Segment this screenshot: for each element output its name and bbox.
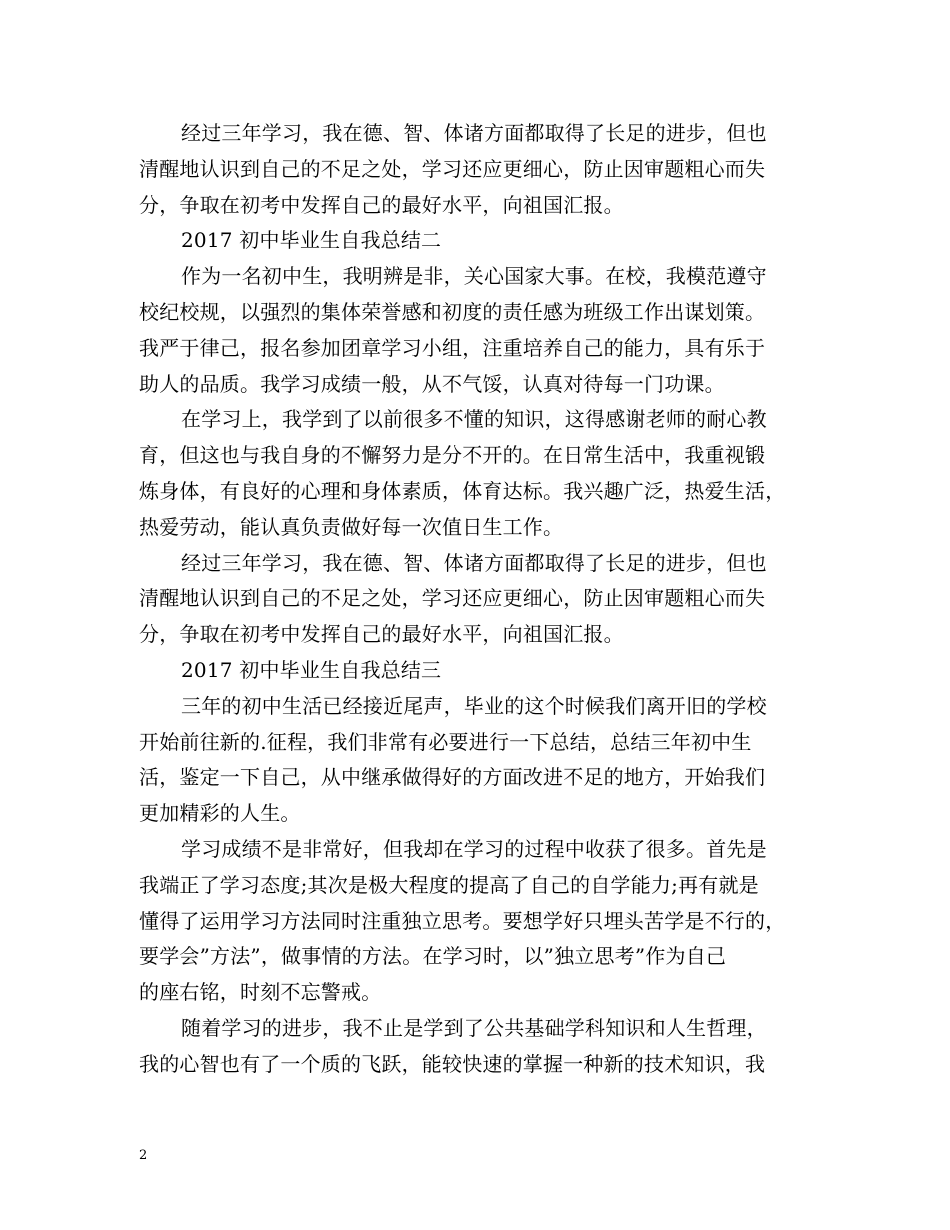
paragraph-line: 我严于律己，报名参加团章学习小组，注重培养自己的能力，具有乐于 <box>139 335 766 360</box>
paragraph-line: 在学习上，我学到了以前很多不懂的知识，这得感谢老师的耐心教 <box>181 407 767 432</box>
section-heading: 2017 初中毕业生自我总结三 <box>181 657 442 682</box>
section-heading: 2017 初中毕业生自我总结二 <box>181 228 442 253</box>
paragraph-line: 清醒地认识到自己的不足之处，学习还应更细心，防止因审题粗心而失 <box>139 586 766 611</box>
paragraph-line: 我的心智也有了一个质的飞跃，能较快速的掌握一种新的技术知识，我 <box>139 1051 766 1076</box>
paragraph-line: 经过三年学习，我在德、智、体诸方面都取得了长足的进步，但也 <box>181 550 767 575</box>
paragraph-line: 更加精彩的人生。 <box>139 801 301 826</box>
paragraph-line: 学习成绩不是非常好，但我却在学习的过程中收获了很多。首先是 <box>181 836 767 861</box>
paragraph-line: 三年的初中生活已经接近尾声，毕业的这个时候我们离开旧的学校 <box>181 693 767 718</box>
body-text <box>139 116 819 1083</box>
paragraph-line: 懂得了运用学习方法同时注重独立思考。要想学好只埋头苦学是不行的， <box>139 908 786 933</box>
paragraph-line: 我端正了学习态度;其次是极大程度的提高了自己的自学能力;再有就是 <box>139 872 759 897</box>
paragraph-line: 随着学习的进步，我不止是学到了公共基础学科知识和人生哲理， <box>181 1015 767 1040</box>
paragraph-line: 育，但这也与我自身的不懈努力是分不开的。在日常生活中，我重视锻 <box>139 443 766 468</box>
paragraph-line: 分，争取在初考中发挥自己的最好水平，向祖国汇报。 <box>139 192 624 217</box>
paragraph-line: 热爱劳动，能认真负责做好每一次值日生工作。 <box>139 514 564 539</box>
paragraph-line: 经过三年学习，我在德、智、体诸方面都取得了长足的进步，但也 <box>181 121 767 145</box>
paragraph-line: 活，鉴定一下自己，从中继承做得好的方面改进不足的地方，开始我们 <box>139 765 766 790</box>
paragraph-line: 清醒地认识到自己的不足之处，学习还应更细心，防止因审题粗心而失 <box>139 156 766 181</box>
paragraph-line: 要学会”方法”，做事情的方法。在学习时，以”独立思考”作为自己 <box>139 944 727 969</box>
paragraph-line: 分，争取在初考中发挥自己的最好水平，向祖国汇报。 <box>139 622 624 647</box>
paragraph-line: 的座右铭，时刻不忘警戒。 <box>139 980 382 1005</box>
paragraph-line: 炼身体，有良好的心理和身体素质，体育达标。我兴趣广泛，热爱生活， <box>139 478 786 503</box>
paragraph-line: 校纪校规，以强烈的集体荣誉感和初度的责任感为班级工作出谋划策。 <box>139 299 766 324</box>
paragraph-line: 作为一名初中生，我明辨是非，关心国家大事。在校，我模范遵守 <box>181 264 767 289</box>
paragraph-line: 助人的品质。我学习成绩一般，从不气馁，认真对待每一门功课。 <box>139 371 725 396</box>
paragraph-line: 开始前往新的.征程，我们非常有必要进行一下总结，总结三年初中生 <box>139 729 752 754</box>
page-number: 2 <box>139 1148 148 1163</box>
